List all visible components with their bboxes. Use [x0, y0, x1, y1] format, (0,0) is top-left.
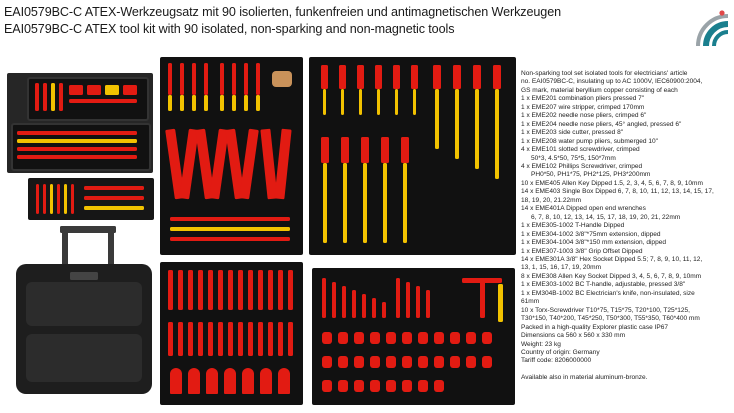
- brand-swoosh-logo-icon: [692, 4, 732, 52]
- spec-line: 14 x EME301A 3/8" Hex Socket Dipped 5.5; 7, 8, 9, 10, 11, 12,: [521, 255, 703, 263]
- spec-line: 4 x EME101 slotted screwdriver, crimped: [521, 146, 640, 154]
- screwdriver-set-tray-photo: [309, 57, 516, 255]
- spec-line: 1 x EM304B-1002 BC Electrician's knife, non-insulated, size: [521, 289, 695, 297]
- spec-line: 13, 1, 15, 16, 17, 19, 20mm: [521, 264, 602, 272]
- spec-line: 1 x EME305-1002 T-Handle Dipped: [521, 222, 625, 230]
- spec-line: Weight: 23 kg: [521, 340, 561, 348]
- spec-line: 1 x EME208 water pump pliers, submerged 10": [521, 137, 658, 145]
- spec-line: 1 x EME307-1003 3/8" Grip Offset Dipped: [521, 247, 643, 255]
- spec-line: PH0*50, PH1*75, PH2*125, PH3*200mm: [531, 171, 651, 179]
- spec-line: 1 x EME203 side cutter, pressed 8": [521, 129, 624, 137]
- spec-line: 8 x EME308 Allen Key Socket Dipped 3, 4, 5, 6, 7, 8, 9, 10mm: [521, 272, 702, 280]
- spec-line: 1 x EME207 wire stripper, crimped 170mm: [521, 103, 645, 111]
- spec-line: 14 x EME401A Dipped open end wrenches: [521, 205, 646, 213]
- spec-line: T30*150, T40*200, T45*250, T50*300, T55*350, T60*400 mm: [521, 315, 700, 323]
- open-tool-case-photo: [7, 73, 153, 173]
- spec-footer-note: Available also in material aluminum-bronze.: [521, 373, 648, 381]
- spec-line: 18, 19, 20, 21.22mm: [521, 196, 582, 204]
- page-title-german: EAI0579BC-C ATEX-Werkzeugsatz mit 90 isolierten, funkenfreien und antimagnetischen Werkzeugen: [4, 5, 562, 19]
- spec-line: Packed in a high-quality Explorer plastic case IP67: [521, 323, 669, 331]
- spec-line: GS mark, material beryllium copper consisting of each: [521, 86, 678, 94]
- wrench-set-tray-photo: [160, 262, 303, 405]
- spec-line: 10 x EME405 Allen Key Dipped 1.5, 2, 3, 4, 5, 6, 7, 8, 9, 10mm: [521, 179, 703, 187]
- closed-trolley-case-photo: [10, 226, 156, 400]
- spec-line: Tariff code: 8206000000: [521, 357, 592, 365]
- spec-line: 1 x EME204 needle nose pliers, 45° angled, pressed 6": [521, 120, 682, 128]
- spec-line: no. EAI0579BC-C, insulating up to AC 1000V, IEC60900:2004,: [521, 78, 703, 86]
- spec-line: 14 x EME403 Single Box Dipped 6, 7, 8, 10, 11, 12, 13, 14, 15, 17,: [521, 188, 714, 196]
- spec-line: 6, 7, 8, 10, 12, 13, 14, 15, 17, 18, 19, 20, 21, 22mm: [531, 213, 681, 221]
- spec-line: 1 x EME202 needle nose pliers, crimped 6": [521, 112, 647, 120]
- spec-line: Non-sparking tool set isolated tools for electricians' article: [521, 70, 688, 77]
- page-title-english: EAI0579BC-C ATEX tool kit with 90 isolated, non-sparking and non-magnetic tools: [4, 22, 455, 36]
- spec-line: 61mm: [521, 298, 540, 306]
- spec-spacer: [521, 366, 733, 374]
- spec-line: 10 x Torx-Screwdriver T10*75, T15*75, T20*100, T25*125,: [521, 306, 690, 314]
- small-tray-photo: [28, 178, 154, 220]
- spec-line: Dimensions ca 560 x 560 x 330 mm: [521, 332, 626, 340]
- allen-keys-sockets-tray-photo: [312, 268, 515, 405]
- spec-line: 1 x EME304-1004 3/8"*150 mm extension, dipped: [521, 239, 666, 247]
- spec-line: 4 x EME102 Phillips Screwdriver, crimped: [521, 162, 643, 170]
- spec-line: 1 x EME303-1002 BC T-handle, adjustable, pressed 3/8": [521, 281, 686, 289]
- spec-line: 1 x EME304-1002 3/8"*75mm extension, dipped: [521, 230, 661, 238]
- product-specification: [521, 70, 733, 382]
- spec-line: 50*3, 4.5*50, 75*5, 150*7mm: [531, 154, 616, 162]
- pliers-screwdrivers-tray-photo: [160, 57, 303, 255]
- spec-line: 1 x EME201 combination pliers pressed 7": [521, 95, 645, 103]
- spec-line: Country of origin: Germany: [521, 348, 600, 356]
